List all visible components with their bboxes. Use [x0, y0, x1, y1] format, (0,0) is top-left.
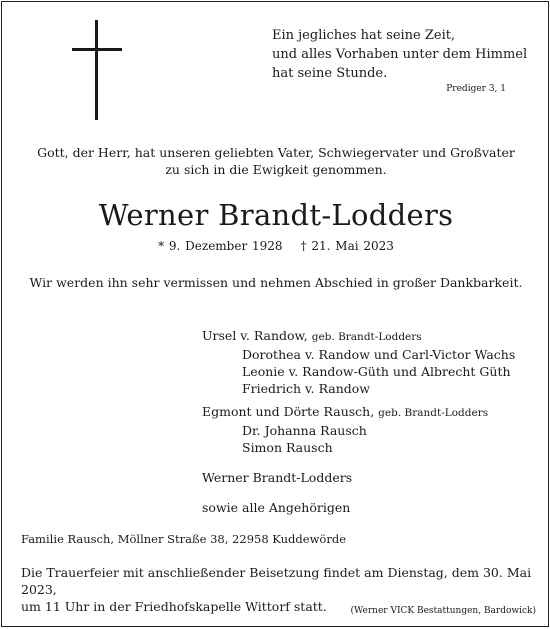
- family-head-name: Ursel v. Randow,: [202, 328, 308, 343]
- life-dates: [2, 239, 550, 253]
- quote-line: Ein jegliches hat seine Zeit,: [272, 28, 456, 43]
- family-head-note: geb. Brandt-Lodders: [311, 331, 422, 343]
- death-date: † 21. Mai 2023: [300, 239, 394, 253]
- cross-icon: [72, 20, 122, 120]
- quote-reference: Prediger 3, 1: [446, 84, 506, 94]
- birth-date: * 9. Dezember 1928: [158, 239, 283, 253]
- mourner-single: Werner Brandt-Lodders: [202, 470, 353, 485]
- service-line: Die Trauerfeier mit anschließender Beisetzung findet am Dienstag, dem 30. Mai 2023,: [21, 565, 532, 597]
- family-head: [202, 327, 515, 346]
- family-member: Leonie v. Randow-Güth und Albrecht Güth: [242, 364, 511, 379]
- family-member: Friedrich v. Randow: [242, 381, 370, 396]
- family-head-name: Egmont und Dörte Rausch,: [202, 404, 375, 419]
- quote-line: und alles Vorhaben unter dem Himmel: [272, 47, 528, 62]
- family-member: Simon Rausch: [242, 440, 333, 455]
- intro-line: zu sich in die Ewigkeit genommen.: [165, 162, 387, 177]
- intro-text: [2, 144, 550, 178]
- intro-line: Gott, der Herr, hat unseren geliebten Vater, Schwiegervater und Großvater: [37, 145, 515, 160]
- service-line: um 11 Uhr in der Friedhofskapelle Wittorf statt.: [21, 599, 327, 614]
- family-member: Dorothea v. Randow und Carl-Victor Wachs: [242, 347, 516, 362]
- undertaker-credit: (Werner VICK Bestattungen, Bardowick): [350, 606, 536, 616]
- obituary-notice: [1, 1, 549, 627]
- farewell-text: Wir werden ihn sehr vermissen und nehmen Abschied in großer Dankbarkeit.: [29, 275, 523, 290]
- family-head: [202, 403, 515, 422]
- mourners-list: [202, 327, 515, 516]
- family-member: Dr. Johanna Rausch: [242, 423, 367, 438]
- deceased-name: Werner Brandt-Lodders: [98, 198, 454, 232]
- mourners-closing: sowie alle Angehörigen: [202, 500, 351, 515]
- quote-line: hat seine Stunde.: [272, 66, 388, 81]
- bible-quote: [272, 26, 527, 83]
- family-address: Familie Rausch, Möllner Straße 38, 22958 Kuddewörde: [21, 532, 347, 546]
- family-head-note: geb. Brandt-Lodders: [378, 407, 489, 419]
